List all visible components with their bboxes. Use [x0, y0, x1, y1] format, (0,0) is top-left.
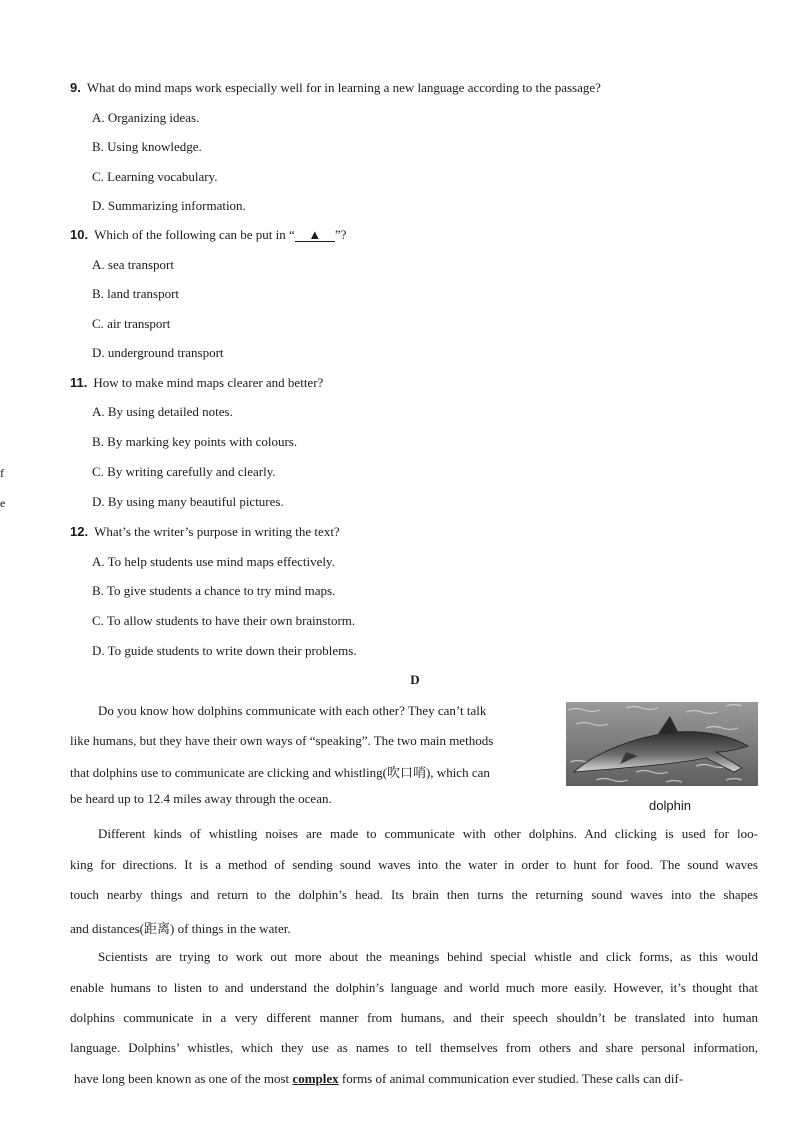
question-10 — [70, 227, 346, 243]
paragraph-line: touch nearby things and return to the dolphin’s head. Its brain then turns the returning sound waves into the shapes — [70, 887, 758, 902]
margin-mark: f — [0, 466, 4, 480]
question-text-end: ”? — [334, 227, 347, 242]
option-11a[interactable]: A. By using detailed notes. — [92, 404, 233, 419]
paragraph-line: language. Dolphins’ whistles, which they use as names to tell themselves from others and share personal information, — [70, 1040, 758, 1055]
question-number: 10. — [70, 227, 89, 242]
question-number: 12. — [70, 524, 89, 539]
question-11 — [70, 375, 323, 391]
option-11c[interactable]: C. By writing carefully and clearly. — [92, 464, 276, 479]
paragraph-line: Scientists are trying to work out more about the meanings behind special whistle and click forms, as this would — [98, 949, 758, 964]
margin-mark: e — [0, 496, 6, 510]
question-12 — [70, 524, 340, 540]
option-9c[interactable]: C. Learning vocabulary. — [92, 169, 218, 184]
dolphin-photo — [566, 702, 758, 786]
photo-caption: dolphin — [649, 798, 691, 813]
blank-marker: ▲ — [295, 229, 335, 242]
paragraph-line — [74, 1071, 683, 1087]
text-after-keyword: forms of animal communication ever studied. These calls can dif- — [338, 1071, 684, 1086]
question-number: 9. — [70, 80, 81, 95]
paragraph-line: king for directions. It is a method of sending sound waves into the water in order to hunt for food. The sound waves — [70, 857, 758, 872]
paragraph-line: Different kinds of whistling noises are made to communicate with other dolphins. And clicking is used for loo- — [98, 826, 758, 841]
keyword-complex: complex — [292, 1071, 339, 1086]
question-text: How to make mind maps clearer and better? — [93, 375, 324, 390]
question-9 — [70, 80, 601, 96]
option-12c[interactable]: C. To allow students to have their own brainstorm. — [92, 613, 356, 628]
paragraph-line: Do you know how dolphins communicate with each other? They can’t talk — [98, 703, 487, 718]
option-12a[interactable]: A. To help students use mind maps effectively. — [92, 554, 335, 569]
option-9a[interactable]: A. Organizing ideas. — [92, 110, 200, 125]
text-before-keyword: have long been known as one of the most — [74, 1071, 293, 1086]
option-12d[interactable]: D. To guide students to write down their problems. — [92, 643, 357, 658]
option-10c[interactable]: C. air transport — [92, 316, 171, 331]
paragraph-line: and distances(距离) of things in the water. — [70, 921, 291, 936]
option-10d[interactable]: D. underground transport — [92, 345, 224, 360]
option-11d[interactable]: D. By using many beautiful pictures. — [92, 494, 284, 509]
question-text: Which of the following can be put in “ — [94, 227, 295, 242]
paragraph-line: enable humans to listen to and understand the dolphin’s language and world much more easily. However, it’s thought that — [70, 980, 758, 995]
section-title: D — [410, 672, 420, 687]
question-text: What’s the writer’s purpose in writing the text? — [94, 524, 340, 539]
question-text: What do mind maps work especially well for in learning a new language according to the passage? — [86, 80, 601, 95]
option-12b[interactable]: B. To give students a chance to try mind maps. — [92, 583, 336, 598]
option-11b[interactable]: B. By marking key points with colours. — [92, 434, 298, 449]
paragraph-line: that dolphins use to communicate are clicking and whistling(吹口哨), which can — [70, 765, 490, 780]
option-9d[interactable]: D. Summarizing information. — [92, 198, 246, 213]
option-10a[interactable]: A. sea transport — [92, 257, 174, 272]
option-10b[interactable]: B. land transport — [92, 286, 180, 301]
option-9b[interactable]: B. Using knowledge. — [92, 139, 202, 154]
question-number: 11. — [70, 375, 88, 390]
paragraph-line: like humans, but they have their own ways of “speaking”. The two main methods — [70, 733, 494, 748]
paragraph-line: dolphins communicate in a very different manner from humans, and their speech shouldn’t be translated into human — [70, 1010, 758, 1025]
paragraph-line: be heard up to 12.4 miles away through the ocean. — [70, 791, 332, 806]
